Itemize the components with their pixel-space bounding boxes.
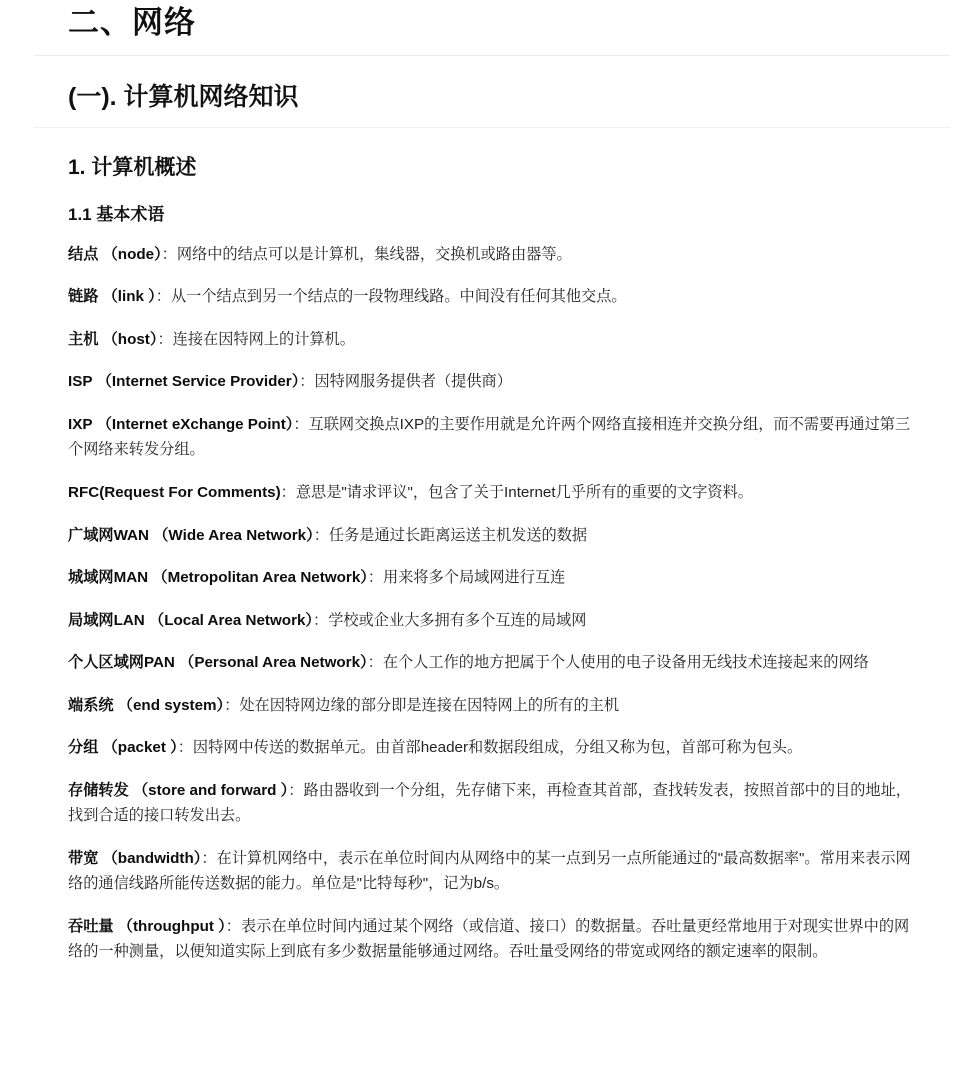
term-description: 因特网服务提供者（提供商） xyxy=(314,373,512,391)
subsection-heading: (一). 计算机网络知识 xyxy=(68,83,299,112)
term-entry xyxy=(68,412,916,463)
term-description: 网络中的结点可以是计算机，集线器，交换机或路由器等。 xyxy=(176,245,572,263)
term-entry xyxy=(68,284,916,310)
term-separator: ： xyxy=(288,781,304,799)
term-description: 在计算机网络中，表示在单位时间内从网络中的某一点到另一点所能通过的"最高数据率"。常用来表示网络的通信线路所能传送数据的能力。单位是"比特每秒"，记为b/s。 xyxy=(68,849,911,893)
term-name-cn: 局域网LAN xyxy=(68,611,145,629)
term-name-cn: 个人区域网PAN xyxy=(68,654,175,672)
term-separator: ： xyxy=(157,330,173,348)
term-entry xyxy=(68,650,916,676)
term-entry xyxy=(68,778,916,829)
term-separator: ： xyxy=(293,415,309,433)
term-entry xyxy=(68,480,916,506)
term-name-cn: 城域网MAN xyxy=(68,569,149,587)
term-name-cn: 链路 xyxy=(68,288,99,306)
term-entry xyxy=(68,523,916,549)
term-name-en: （bandwidth） xyxy=(102,849,202,867)
term-separator: ： xyxy=(367,654,383,672)
term-entry xyxy=(68,369,916,395)
term-entry xyxy=(68,735,916,761)
term-name-cn: 存储转发 xyxy=(68,781,129,799)
term-name-en: （Internet eXchange Point） xyxy=(96,415,294,433)
term-separator: ： xyxy=(161,245,177,263)
term-description: 用来将多个局域网进行互连 xyxy=(383,569,566,587)
term-entry xyxy=(68,914,916,965)
term-name-cn: RFC(Request For Comments) xyxy=(68,484,281,502)
section-heading: 二、网络 xyxy=(68,5,196,40)
term-name-en: （end system） xyxy=(117,696,225,714)
term-separator: ： xyxy=(201,849,217,867)
term-entry xyxy=(68,242,916,268)
term-name-en: （Local Area Network） xyxy=(149,611,314,629)
term-name-en: （Metropolitan Area Network） xyxy=(152,569,368,587)
term-separator: ： xyxy=(313,611,329,629)
term-name-en: （link ） xyxy=(102,288,156,306)
term-name-en: （node） xyxy=(102,245,162,263)
term-name-cn: IXP xyxy=(68,415,93,433)
term-separator: ： xyxy=(224,696,240,714)
term-entry xyxy=(68,608,916,634)
term-description: 在个人工作的地方把属于个人使用的电子设备用无线技术连接起来的网络 xyxy=(382,654,869,672)
term-separator: ： xyxy=(177,739,193,757)
term-description: 从一个结点到另一个结点的一段物理线路。中间没有任何其他交点。 xyxy=(170,288,627,306)
term-description: 学校或企业大多拥有多个互连的局域网 xyxy=(328,611,587,629)
term-name-cn: 端系统 xyxy=(68,696,114,714)
term-description: 互联网交换点IXP的主要作用就是允许两个网络直接相连并交换分组，而不需要再通过第三个网络来转发分组。 xyxy=(68,415,911,459)
term-name-en: （packet ） xyxy=(102,739,178,757)
heading-divider-top xyxy=(34,55,950,56)
term-entry xyxy=(68,327,916,353)
term-name-en: （throughput ） xyxy=(117,917,226,935)
term-name-cn: 主机 xyxy=(68,330,99,348)
term-name-cn: 吞吐量 xyxy=(68,917,114,935)
term-name-cn: ISP xyxy=(68,373,93,391)
term-entry xyxy=(68,565,916,591)
term-description: 意思是"请求评议"，包含了关于Internet几乎所有的重要的文字资料。 xyxy=(295,484,753,502)
term-name-en: （Personal Area Network） xyxy=(179,654,368,672)
term-entry xyxy=(68,846,916,897)
term-name-en: （host） xyxy=(102,330,158,348)
term-name-en: （store and forward ） xyxy=(132,781,289,799)
term-description: 任务是通过长距离运送主机发送的数据 xyxy=(328,526,588,544)
term-description: 因特网中传送的数据单元。由首部header和数据段组成，分组又称为包，首部可称为包头。 xyxy=(192,739,803,757)
document-page xyxy=(0,4,976,985)
term-name-cn: 分组 xyxy=(68,739,99,757)
term-name-cn: 广域网WAN xyxy=(68,526,149,544)
term-name-cn: 带宽 xyxy=(68,849,99,867)
term-separator: ： xyxy=(367,569,384,587)
term-description: 路由器收到一个分组，先存储下来，再检查其首部，查找转发表，按照首部中的目的地址，找到合适的接口转发出去。 xyxy=(68,781,911,825)
term-entry xyxy=(68,693,916,719)
term-name-en: （Wide Area Network） xyxy=(153,526,314,544)
topic-heading: 1.1 基本术语 xyxy=(68,204,165,224)
term-separator: ： xyxy=(299,373,315,391)
term-name-cn: 结点 xyxy=(68,245,99,263)
term-separator: ： xyxy=(313,526,329,544)
heading-divider-second xyxy=(34,127,950,128)
term-description: 处在因特网边缘的部分即是连接在因特网上的所有的主机 xyxy=(239,696,620,714)
term-separator: ： xyxy=(155,288,171,306)
term-name-en: （Internet Service Provider） xyxy=(96,373,300,391)
term-description: 表示在单位时间内通过某个网络（或信道、接口）的数据量。吞吐量更经常地用于对现实世界中的网络的一种测量，以便知道实际上到底有多少数据量能够通过网络。吞吐量受网络的带宽或网络的额定速率的限制。 xyxy=(68,917,910,961)
term-separator: ： xyxy=(280,484,296,502)
term-separator: ： xyxy=(225,917,241,935)
chapter-heading: 1. 计算机概述 xyxy=(68,156,197,180)
term-description: 连接在因特网上的计算机。 xyxy=(172,330,355,348)
term-list xyxy=(68,242,916,965)
